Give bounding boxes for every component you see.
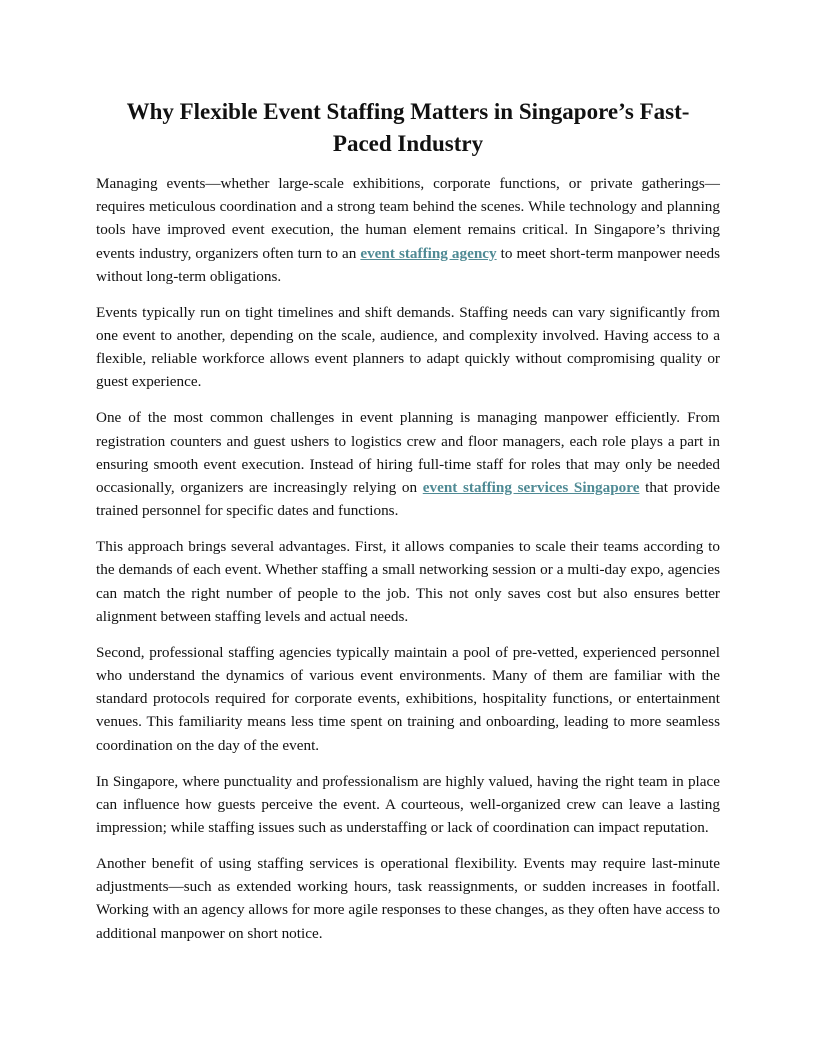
document-title: Why Flexible Event Staffing Matters in Singapore’s Fast-Paced Industry — [126, 99, 690, 156]
document-page — [96, 96, 720, 958]
paragraph-6: In Singapore, where punctuality and professionalism are highly valued, having the right team in place can influence how guests perceive the event. A courteous, well-organized crew can leave a lasting impression; while staffing issues such as understaffing or lack of coordination can impact reputation. — [96, 772, 720, 837]
paragraph-5: Second, professional staffing agencies typically maintain a pool of pre-vetted, experienced personnel who understand the dynamics of various event environments. Many of them are familiar with the standard protocols required for corporate events, exhibitions, hospitality functions, or entertainment venues. This familiarity means less time spent on training and onboarding, leading to more seamless coordination on the day of the event. — [96, 643, 720, 754]
paragraph-4: This approach brings several advantages. First, it allows companies to scale their teams according to the demands of each event. Whether staffing a small networking session or a multi-day expo, agencies can match the right number of people to the job. This not only saves cost but also ensures better alignment between staffing levels and actual needs. — [96, 538, 720, 625]
paragraph-3-text-after: that provide trained personnel for specific dates and functions. — [96, 479, 720, 520]
paragraph-7: Another benefit of using staffing services is operational flexibility. Events may require last-minute adjustments—such as extended working hours, task reassignments, or sudden increases in footfall. Working with an agency allows for more agile responses to these changes, as they often have access to additional manpower on short notice. — [96, 855, 720, 942]
paragraph-1-text-after: to meet short-term manpower needs without long-term obligations. — [96, 244, 721, 285]
paragraph-2: Events typically run on tight timelines and shift demands. Staffing needs can vary significantly from one event to another, depending on the scale, audience, and complexity involved. Having access to a flexible, reliable workforce allows event planners to adapt quickly without compromising quality or guest experience. — [96, 303, 720, 391]
paragraph-1-text-before: Managing events—whether large-scale exhibitions, corporate functions, or private gatherings—requires meticulous coordination and a strong team behind the scenes. While technology and planning tools have improved event execution, the human element remains critical. In Singapore’s thriving events industry, organizers often turn to an — [96, 175, 720, 262]
paragraph-1 — [96, 172, 720, 288]
event-staffing-services-link[interactable]: event staffing services Singapore — [422, 479, 640, 497]
paragraph-3-text-before: One of the most common challenges in event planning is managing manpower efficiently. From registration counters and guest ushers to logistics crew and floor managers, each role plays a part in ensuring smooth event execution. Instead of hiring full-time staff for roles that may only be needed occasionally, organizers are increasingly relying on — [96, 409, 720, 497]
paragraph-3 — [96, 406, 720, 522]
event-staffing-agency-link[interactable]: event staffing agency — [360, 244, 497, 262]
